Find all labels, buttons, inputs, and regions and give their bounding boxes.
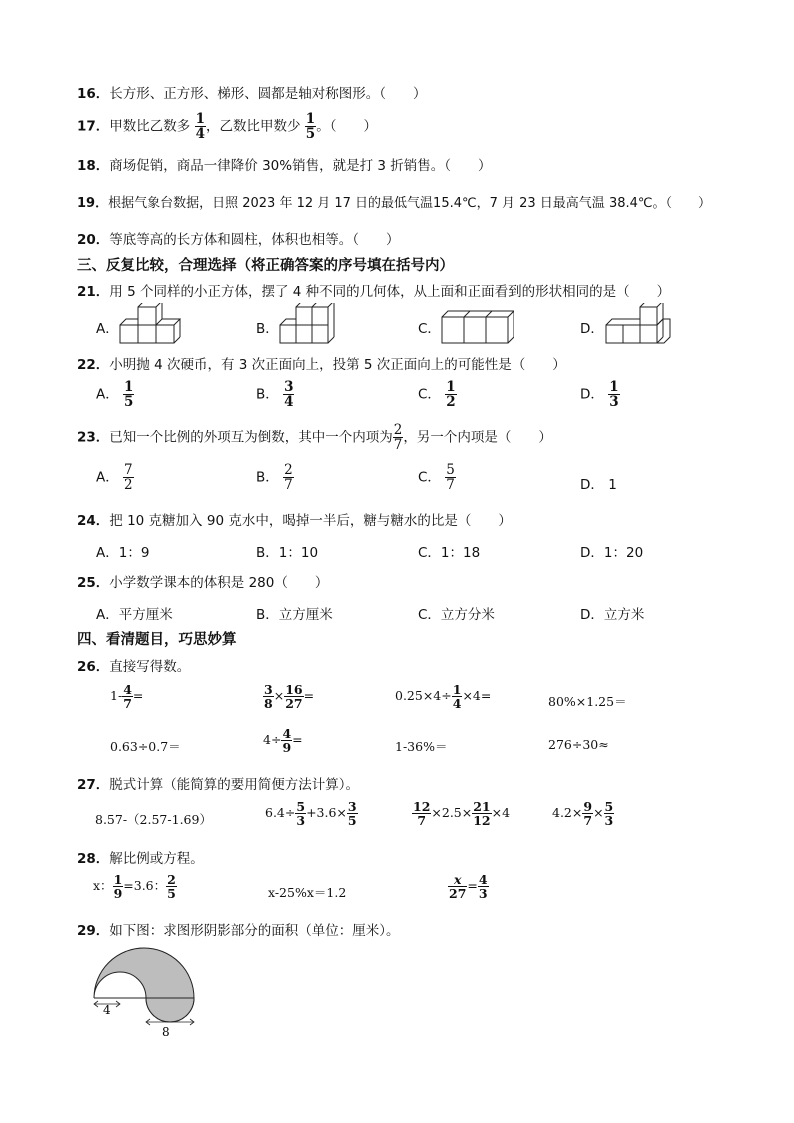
- question-number: 18．: [77, 158, 110, 174]
- option-c: C．: [418, 321, 441, 337]
- option-d: D． 1: [580, 477, 617, 493]
- option-c: C．1：18: [418, 545, 481, 561]
- expression: 0.63÷0.7＝: [110, 739, 181, 754]
- question-number: 24．: [77, 513, 110, 529]
- option-a: A． $\frac{7}{2}$: [96, 462, 133, 494]
- question-text: 脱式计算（能简算的要用简便方法计算）。: [109, 777, 360, 793]
- fraction: $\frac{5}{7}$: [446, 462, 455, 494]
- question-number: 26．: [77, 659, 110, 675]
- question-number: 22．: [77, 357, 110, 373]
- question-text: ，另一个内项是（ ）: [403, 429, 552, 446]
- question-text: 甲数比乙数多: [109, 118, 191, 135]
- cubes-figure-d: [604, 303, 676, 345]
- option-d: D．1：20: [580, 545, 644, 561]
- question-text: 用 5 个同样的小正方体，摆了 4 种不同的几何体，从上面和正面看到的形状相同的是（ ）: [109, 284, 671, 300]
- option-b: B．立方厘米: [256, 607, 333, 623]
- question-number: 27．: [77, 777, 110, 793]
- section-heading-4: 四、看清题目，巧思妙算: [77, 632, 237, 648]
- fraction: $\frac{1}{5}$: [305, 111, 316, 143]
- question-number: 19．: [77, 196, 109, 211]
- fraction: $\frac{1}{4}$: [195, 111, 205, 143]
- expression: 6.4÷ $\frac{5}{3}$ +3.6× $\frac{3}{5}$: [265, 799, 357, 829]
- question-number: 17．: [77, 118, 110, 135]
- expression: $\frac{12}{7}$ ×2.5× $\frac{21}{12}$ ×4: [413, 799, 511, 829]
- cubes-figure-a: [118, 303, 190, 345]
- question-text: 小学数学课本的体积是 280（ ）: [109, 575, 329, 591]
- question-number: 21．: [77, 284, 110, 300]
- question-28: [77, 847, 204, 867]
- equation: x-25%x＝1.2: [268, 885, 347, 900]
- question-number: 28．: [77, 851, 110, 867]
- dimension-label-4: 4: [103, 1003, 111, 1017]
- question-text: 根据气象台数据，日照 2023 年 12 月 17 日的最低气温15.4℃，7 月 23 日最高气温 38.4℃。（ ）: [108, 196, 711, 211]
- expression: 1-36%＝: [395, 739, 448, 754]
- question-text: 等底等高的长方体和圆柱，体积也相等。（ ）: [109, 232, 400, 248]
- question-22: [77, 353, 566, 373]
- option-d: D． $\frac{1}{3}$: [580, 379, 619, 411]
- option-b: B． $\frac{3}{4}$: [256, 379, 294, 411]
- shaded-area-figure: [88, 946, 208, 1042]
- question-27: [77, 773, 359, 793]
- question-29: [77, 919, 400, 939]
- question-text: 长方形、正方形、梯形、圆都是轴对称图形。（ ）: [109, 86, 427, 102]
- equation: $\frac{x}{27}$ = $\frac{4}{3}$: [449, 872, 488, 902]
- option-c: C． $\frac{1}{2}$: [418, 379, 456, 411]
- question-text: 。（ ）: [316, 118, 377, 135]
- question-number: 23．: [77, 429, 110, 446]
- option-b: B．1：10: [256, 545, 319, 561]
- question-number: 25．: [77, 575, 110, 591]
- expression: 1- $\frac{4}{7}$ =: [110, 682, 144, 712]
- section-heading-3: 三、反复比较，合理选择（将正确答案的序号填在括号内）: [77, 258, 454, 274]
- expression: 8.57-（2.57-1.69）: [95, 812, 212, 827]
- expression: 80%×1.25＝: [548, 694, 627, 709]
- question-16: [77, 82, 427, 102]
- question-17: [77, 112, 377, 141]
- expression: 276÷30≈: [548, 737, 609, 752]
- question-20: [77, 228, 400, 248]
- fraction: $\frac{2}{7}$: [393, 422, 403, 454]
- question-text: 如下图：求图形阴影部分的面积（单位：厘米）。: [109, 923, 400, 939]
- question-text: 商场促销，商品一律降价 30%销售，就是打 3 折销售。（ ）: [109, 158, 492, 174]
- fraction: $\frac{1}{2}$: [446, 379, 456, 411]
- question-21: [77, 280, 670, 300]
- question-19: [77, 192, 711, 211]
- option-d: D．: [580, 321, 604, 337]
- question-text: 把 10 克糖加入 90 克水中，喝掉一半后，糖与糖水的比是（ ）: [109, 513, 512, 529]
- question-number: 20．: [77, 232, 110, 248]
- option-a: A．1：9: [96, 545, 150, 561]
- question-text: 小明抛 4 次硬币，有 3 次正面向上，投第 5 次正面向上的可能性是（ ）: [109, 357, 566, 373]
- question-18: [77, 154, 492, 174]
- cubes-figure-b: [278, 303, 340, 345]
- fraction: $\frac{1}{5}$: [124, 379, 134, 411]
- question-26: [77, 655, 190, 675]
- option-a: A． $\frac{1}{5}$: [96, 379, 134, 411]
- option-b: B． $\frac{2}{7}$: [256, 462, 293, 494]
- option-b: B．: [256, 321, 279, 337]
- expression: 4÷ $\frac{4}{9}$ =: [263, 726, 303, 756]
- dimension-label-8: 8: [162, 1025, 170, 1039]
- question-25: [77, 571, 328, 591]
- question-text: 已知一个比例的外项互为倒数，其中一个内项为: [109, 429, 393, 446]
- question-number: 16．: [77, 86, 110, 102]
- question-text: ，乙数比甲数少: [206, 118, 301, 135]
- question-text: 直接写得数。: [109, 659, 191, 675]
- fraction: $\frac{1}{3}$: [609, 379, 619, 411]
- question-text: 解比例或方程。: [109, 851, 204, 867]
- expression: 0.25×4÷ $\frac{1}{4}$ ×4=: [395, 682, 492, 712]
- question-23: [77, 423, 552, 452]
- option-a: A．: [96, 321, 119, 337]
- question-number: 29．: [77, 923, 110, 939]
- option-c: C． $\frac{5}{7}$: [418, 462, 455, 494]
- option-c: C．立方分米: [418, 607, 495, 623]
- expression: 4.2× $\frac{9}{7}$ × $\frac{5}{3}$: [552, 799, 614, 829]
- option-d: D．立方米: [580, 607, 645, 623]
- cubes-figure-c: [440, 303, 514, 345]
- equation: x： $\frac{1}{9}$ =3.6： $\frac{2}{5}$: [93, 872, 176, 902]
- question-24: [77, 509, 512, 529]
- fraction: $\frac{3}{4}$: [284, 379, 294, 411]
- fraction: $\frac{7}{2}$: [124, 462, 133, 494]
- option-a: A．平方厘米: [96, 607, 173, 623]
- fraction: $\frac{2}{7}$: [284, 462, 293, 494]
- expression: $\frac{3}{8}$ × $\frac{16}{27}$ =: [264, 682, 315, 712]
